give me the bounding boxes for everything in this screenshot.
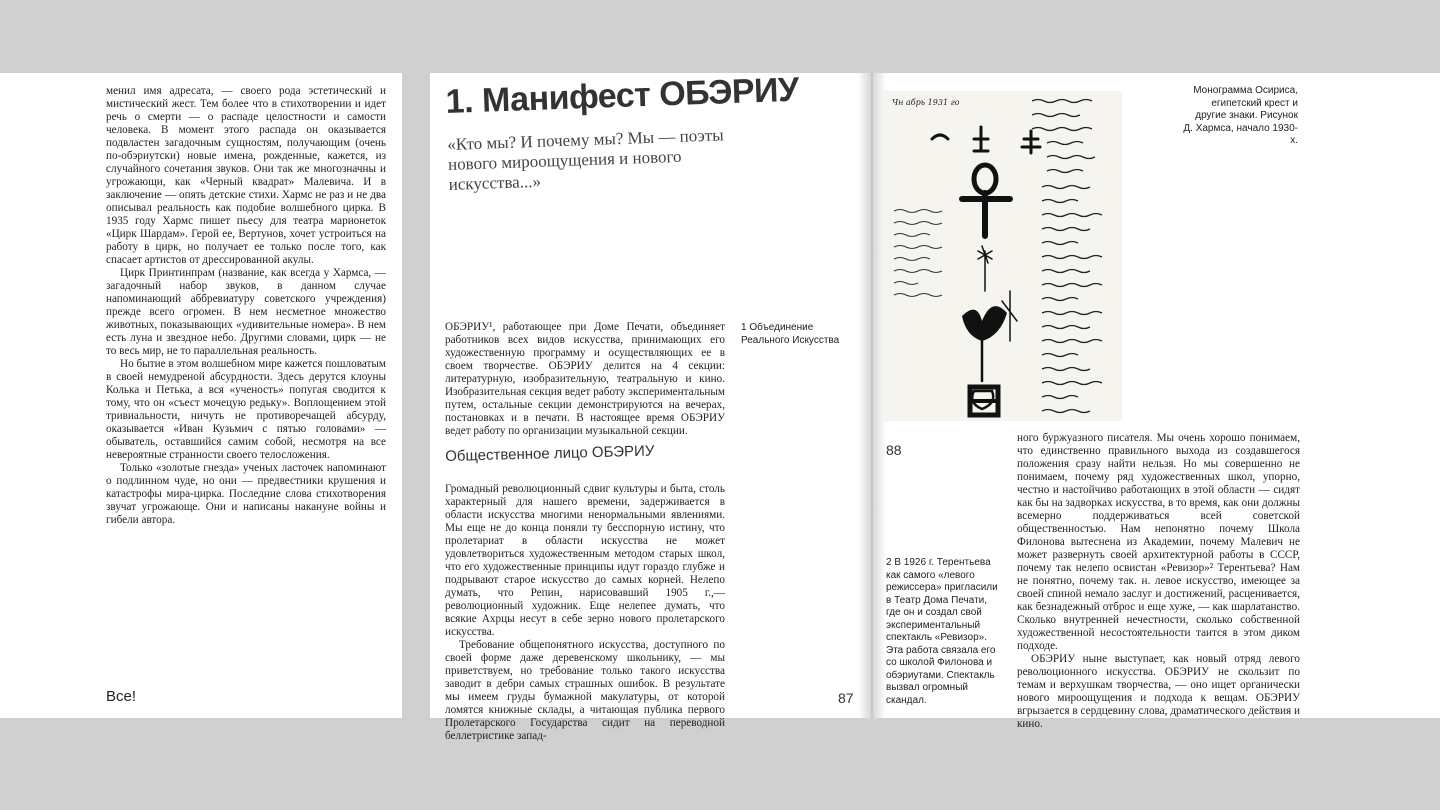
left-paragraph-4: Только «золотые гнезда» ученых ласточек напоминают о подлинном чуде, но они — предвестники крушения и катастрофы мира-цирка. Последние слова стихотворения звучат угрожающе. Они и написаны накануне войны и гибели автора. (106, 462, 386, 526)
book-spread (430, 70, 1440, 742)
left-paragraph-2: Цирк Принтинпрам (название, как всегда у Хармса, — загадочный набор звуков, в данном случае напоминающий аббревиатуру советского учреждения) прежде всего огромен. В нем несметное множество животных, показывающих «удивительные номера». В нем есть луна и звездное небо. Другими словами, цирк — не то весь мир, не то параллельная реальность. (106, 267, 386, 357)
left-paragraph-3: Но бытие в этом волшебном мире кажется пошловатым в своей немудреной абсурдности. Здесь дерутся клоуны Колька и Петька, а вся «ученость» попугая сводится к тому, что он «съест мочецую редьку». Воплощением этой тривиальности, ничуть не противоречащей абсурду, оказывается «Иван Кузьмич с пятью головами» — обыватель, оставшийся самим собой, несмотря на все невероятные странности своего телосложения. (106, 358, 386, 461)
left-paragraph-1: менил имя адресата, — своего рода эстетический и мистический жест. Тем более что в стихотворении и идет речь о смерти — о распаде целостности и самости человека. В момент этого распада он оказывается подвластен загадочным сущностям, получающим (очень по-обэриутски) новые имена, рожденные, кажется, из случайного сочетания звуков. Они так же многозначны и угрожающи, как «Черный квадрат» Малевича. И в заключение — опять детские стихи. Хармс не раз и не два описывал реальность как подобие волшебного цирка. В 1935 году Хармс пишет пьесу для театра марионеток «Цирк Шардам». Герой ее, Вертунов, хочет устроиться на работу в цирк, но получает ее только после того, как спасает артистов от дрессированной акулы. (106, 85, 386, 266)
section-paragraph-2: Требование общепонятного искусства, доступного по своей форме даже деревенскому школьнику, — мы приветствуем, но требование только такого искусства заводит в дебри самых страшных ошибок. В результате мы имеем груды бумажной макулатуры, от которой ломятся книжные склады, а читающая публика первого Пролетарского Государства сидит на переводной беллетристике запад- (445, 639, 725, 742)
right-paragraph-1: ного буржуазного писателя. Мы очень хорошо понимаем, что единственно правильного выхода из создавшегося положения сразу найти нельзя. Но мы совершенно не понимаем, почему ряд художественных школ, упорно, честно и настойчиво работающих в этой области — сидят как бы на задворках искусства, в то время, как они должны всемерно поддерживаться всей советской общественностью. Нам непонятно почему Школа Филонова вытеснена из Академии, почему Малевич не может развернуть своей архитектурной работы в СССР, почему так нелепо освистан «Ревизор»² Терентьева? Нам не понятно, почему так. н. левое искусство, имеющее за своей спиной немало заслуг и достижений, расценивается, как безнадежный отброс и еще хуже, — как шарлатанство. Сколько внутренней нечестности, сколько собственной художественной несостоятельности таится в этом диком подходе. (1017, 432, 1300, 652)
manifest-text: ОБЭРИУ¹, работающее при Доме Печати, объединяет работников всех видов искусства, принимающих его художественную программу и осуществляющих ее в своем творчестве. ОБЭРИУ делится на 4 секции: литературную, изобразительную, театральную и кино. Изобразительная секция ведет работу экспериментальным путем, остальные секции демонстрируются на вечерах, постановках и в печати. В настоящее время ОБЭРИУ ведет работу по организации музыкальной секции. (445, 321, 725, 437)
footnote-2: 2 В 1926 г. Терентьева как самого «левого режиссера» пригласили в Театр Дома Печати, где он и создал свой экспериментальный спектакль «Ревизор». Эта работа связала его со школой Филонова и обэриутами. Спектакль вызвал огромный скандал. (886, 557, 998, 706)
right-page-text (1017, 432, 1300, 731)
kharms-drawing (882, 91, 1122, 421)
left-page-text (106, 85, 386, 527)
chapter-title: 1. Манифест ОБЭРИУ (445, 70, 800, 121)
chapter-quote: «Кто мы? И почему мы? Мы — поэты нового мироощущения и нового искусства...» (447, 125, 724, 194)
manifest-paragraph (445, 321, 725, 438)
right-paragraph-2: ОБЭРИУ ныне выступает, как новый отряд левого революционного искусства. ОБЭРИУ не скользит по темам и верхушкам творчества, — оно ищет органически нового мироощущения и подхода к вещам. ОБЭРИУ вгрызается в сердцевину слова, драматического действия и кино. (1017, 653, 1300, 730)
left-page-footer: Все! (106, 688, 137, 705)
page-number-88: 88 (886, 442, 902, 458)
drawing-caption: Монограмма Осириса, египетский крест и другие знаки. Рисунок Д. Хармса, начало 1930-х. (1183, 85, 1298, 146)
page-number-87: 87 (838, 690, 854, 706)
section-paragraph-1: Громадный революционный сдвиг культуры и быта, столь характерный для нашего времени, задерживается в области искусства многими ненормальными явлениями. Мы еще не до конца поняли ту бесспорную истину, что пролетариат в области искусства не может удовлетвориться художественным методом старых школ, что его художественные принципы идут гораздо глубже и подрывают старое искусство до самых корней. Нелепо думать, что Репин, нарисовавший 1905 г.,— революционный художник. Еще нелепее думать, что всякие Ахрцы несут в себе зерно нового пролетарского искусства. (445, 483, 725, 638)
drawing-paper (882, 91, 1122, 421)
section-text (445, 483, 725, 743)
drawing-date: Чн абрь 1931 го (892, 98, 960, 107)
section-heading: Общественное лицо ОБЭРИУ (445, 442, 655, 465)
left-page (0, 73, 402, 718)
footnote-1: 1 Объединение Реального Искусства (741, 322, 840, 346)
